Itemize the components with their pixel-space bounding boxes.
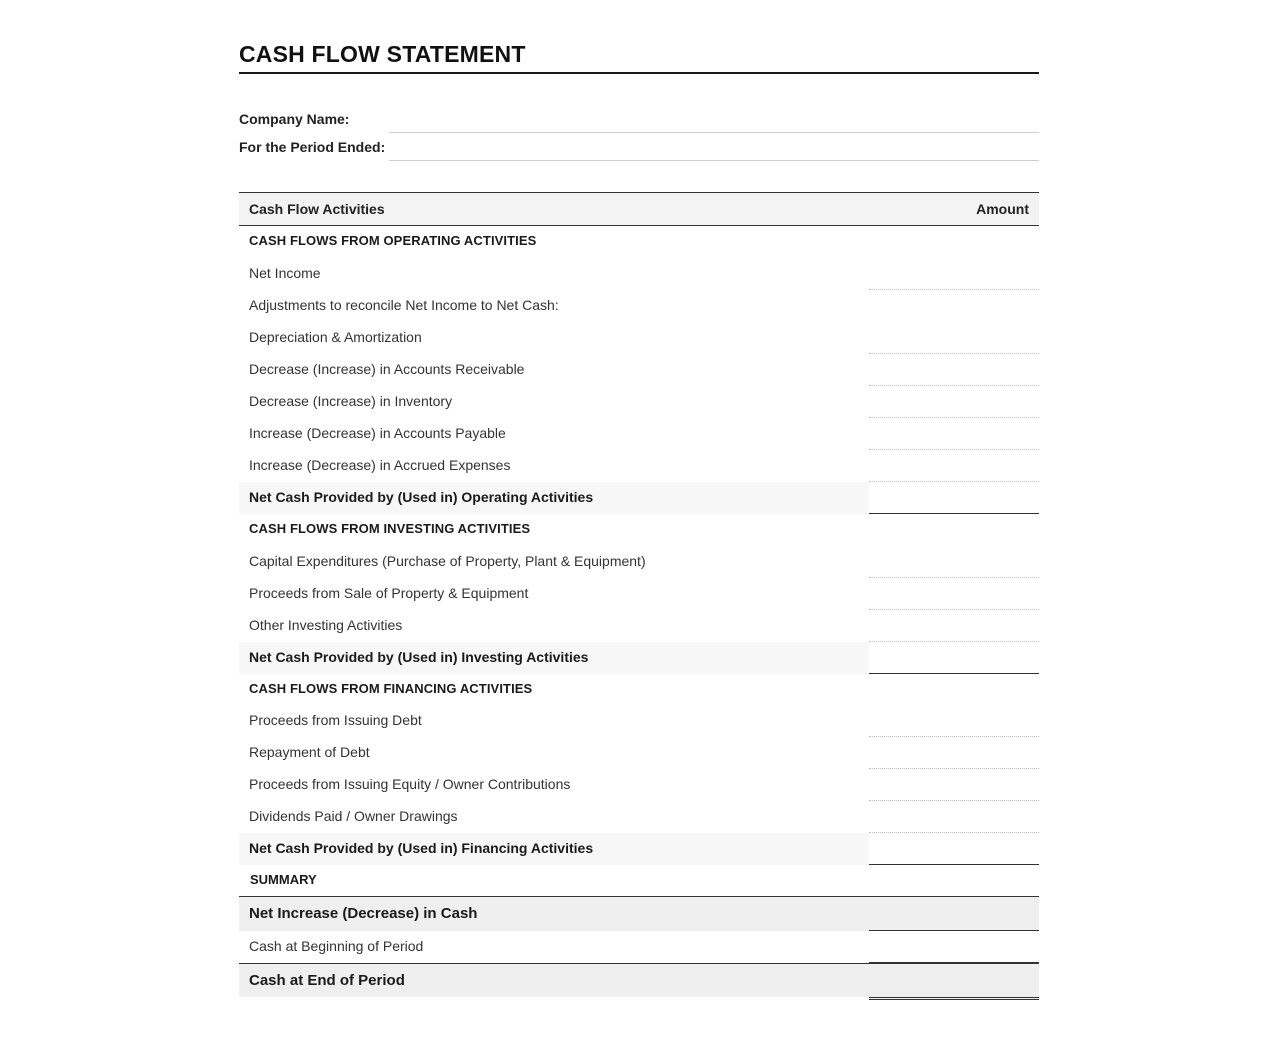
- section-header-summary: [239, 865, 1039, 897]
- line-item-accrued-expenses: [239, 450, 1039, 482]
- total-amount-field[interactable]: [869, 482, 1039, 514]
- summary-row-ending-cash: [239, 963, 1039, 997]
- line-item-label: Decrease (Increase) in Inventory: [249, 393, 453, 409]
- section-header-financing: [239, 674, 1039, 705]
- line-item-label: Depreciation & Amortization: [249, 329, 422, 345]
- line-item-label: Proceeds from Issuing Equity / Owner Contributions: [249, 776, 571, 792]
- period-ended-label: For the Period Ended:: [239, 139, 386, 155]
- amount-field[interactable]: [869, 610, 1039, 642]
- section-header-operating: [239, 226, 1039, 258]
- amount-field[interactable]: [869, 737, 1039, 769]
- amount-field: [869, 290, 1039, 322]
- amount-field[interactable]: [869, 354, 1039, 386]
- line-item-label: Increase (Decrease) in Accrued Expenses: [249, 457, 511, 473]
- line-item-label: Repayment of Debt: [249, 744, 370, 760]
- line-item-repayment-of-debt: [239, 737, 1039, 769]
- column-header-amount: Amount: [976, 201, 1029, 217]
- summary-amount-field[interactable]: [869, 964, 1039, 1000]
- amount-field[interactable]: [869, 546, 1039, 578]
- summary-row-beginning-cash: [239, 931, 1039, 963]
- period-ended-field[interactable]: [389, 160, 1039, 161]
- company-name-row: [239, 111, 1039, 139]
- amount-field[interactable]: [869, 322, 1039, 354]
- summary-label: Cash at End of Period: [249, 972, 405, 989]
- page-title: CASH FLOW STATEMENT: [239, 40, 1039, 74]
- table-header: [239, 192, 1039, 226]
- total-label: Net Cash Provided by (Used in) Operating Activities: [249, 489, 594, 505]
- line-item-inventory: [239, 386, 1039, 418]
- summary-label: Cash at Beginning of Period: [249, 938, 424, 954]
- total-row-financing: [239, 833, 1039, 865]
- line-item-label: Adjustments to reconcile Net Income to Net Cash:: [249, 297, 559, 313]
- amount-field[interactable]: [869, 769, 1039, 801]
- line-item-issuing-debt: [239, 705, 1039, 737]
- total-amount-field[interactable]: [869, 833, 1039, 865]
- amount-field[interactable]: [869, 801, 1039, 833]
- section-label: CASH FLOWS FROM OPERATING ACTIVITIES: [249, 233, 537, 248]
- line-item-label: Net Income: [249, 265, 321, 281]
- company-name-label: Company Name:: [239, 111, 350, 127]
- amount-field[interactable]: [869, 418, 1039, 450]
- period-ended-row: [239, 139, 1039, 167]
- line-item-dividends-paid: [239, 801, 1039, 833]
- line-item-label: Proceeds from Issuing Debt: [249, 712, 422, 728]
- section-header-investing: [239, 514, 1039, 546]
- amount-field[interactable]: [869, 705, 1039, 737]
- line-item-net-income: [239, 258, 1039, 290]
- amount-field[interactable]: [869, 578, 1039, 610]
- line-item-label: Proceeds from Sale of Property & Equipment: [249, 585, 529, 601]
- line-item-label: Dividends Paid / Owner Drawings: [249, 808, 458, 824]
- amount-field[interactable]: [869, 450, 1039, 482]
- line-item-issuing-equity: [239, 769, 1039, 801]
- amount-field[interactable]: [869, 386, 1039, 418]
- summary-amount-field[interactable]: [869, 931, 1039, 963]
- summary-row-net-change: [239, 897, 1039, 931]
- summary-amount-field[interactable]: [869, 897, 1039, 931]
- total-label: Net Cash Provided by (Used in) Financing Activities: [249, 840, 594, 856]
- summary-label: Net Increase (Decrease) in Cash: [249, 905, 478, 922]
- total-label: Net Cash Provided by (Used in) Investing Activities: [249, 649, 589, 665]
- section-label: CASH FLOWS FROM INVESTING ACTIVITIES: [249, 521, 531, 536]
- amount-field[interactable]: [869, 258, 1039, 290]
- line-item-label: Other Investing Activities: [249, 617, 403, 633]
- company-name-field[interactable]: [389, 132, 1039, 133]
- line-item-accounts-receivable: [239, 354, 1039, 386]
- cash-flow-table: [239, 192, 1039, 997]
- total-row-investing: [239, 642, 1039, 674]
- line-item-label: Increase (Decrease) in Accounts Payable: [249, 425, 506, 441]
- line-item-adjustments: [239, 290, 1039, 322]
- line-item-label: Decrease (Increase) in Accounts Receivable: [249, 361, 525, 377]
- line-item-sale-of-property: [239, 578, 1039, 610]
- line-item-label: Capital Expenditures (Purchase of Property, Plant & Equipment): [249, 553, 646, 569]
- line-item-depreciation: [239, 322, 1039, 354]
- column-header-activities: Cash Flow Activities: [249, 201, 385, 217]
- section-label: SUMMARY: [250, 872, 317, 887]
- total-amount-field[interactable]: [869, 642, 1039, 674]
- total-row-operating: [239, 482, 1039, 514]
- line-item-other-investing: [239, 610, 1039, 642]
- line-item-accounts-payable: [239, 418, 1039, 450]
- section-label: CASH FLOWS FROM FINANCING ACTIVITIES: [249, 681, 533, 696]
- line-item-capital-expenditures: [239, 546, 1039, 578]
